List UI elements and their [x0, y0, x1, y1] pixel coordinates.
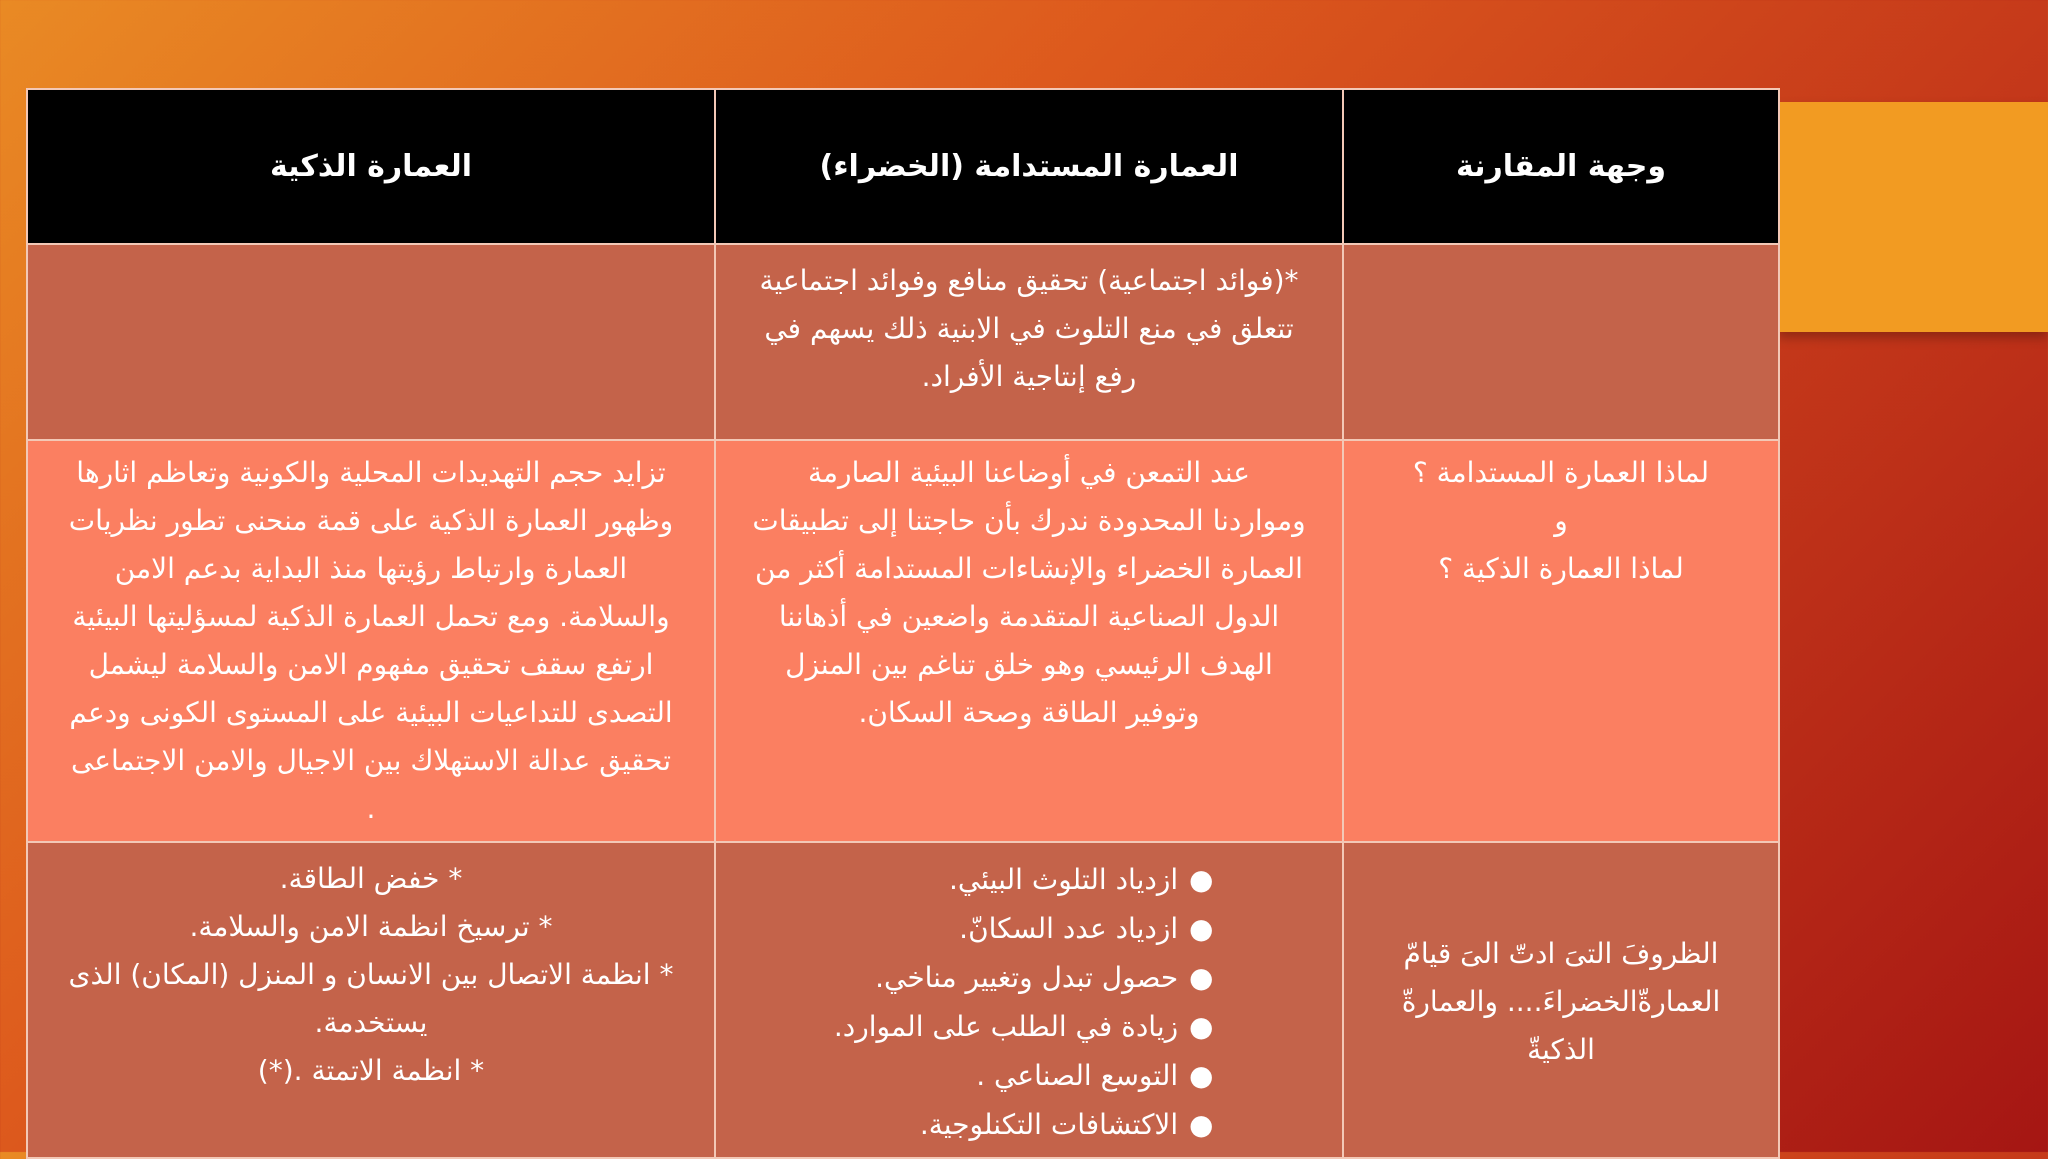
list-item-text: زيادة في الطلب على الموارد. — [833, 1010, 1179, 1043]
text-line: التصدى للتداعيات البيئية على المستوى الكونى ودعم — [69, 696, 673, 729]
text-line: العمارة وارتباط رؤيتها منذ البداية بدعم الامن — [114, 552, 628, 585]
text-line: الذكيةّ — [1527, 1033, 1595, 1066]
text-line: تحقيق عدالة الاستهلاك بين الاجيال والامن الاجتماعى — [70, 744, 672, 777]
list-item-text: التوسع الصناعي . — [976, 1059, 1179, 1092]
accent-tab — [1778, 102, 2048, 332]
list-item — [834, 1051, 1224, 1100]
list-item-text: ازدياد عدد السكانّ. — [959, 912, 1179, 945]
text-line: * خفض الطاقة. — [279, 862, 463, 895]
comparison-table — [26, 88, 1780, 1159]
bullet-icon: ● — [1188, 863, 1214, 896]
text-line: يستخدمة. — [314, 1006, 428, 1039]
causes-list — [834, 855, 1224, 1149]
cell-row3-aspect — [1343, 842, 1779, 1158]
text-line: وتوفير الطاقة وصحة السكان. — [858, 696, 1200, 729]
cell-row2-green — [715, 440, 1343, 842]
bullet-icon: ● — [1188, 1059, 1214, 1092]
text-line: . — [366, 792, 376, 825]
list-item-text: حصول تبدل وتغيير مناخي. — [875, 961, 1179, 994]
cell-row3-smart — [27, 842, 715, 1158]
header-aspect: وجهة المقارنة — [1343, 89, 1779, 244]
bullet-icon: ● — [1188, 1108, 1214, 1141]
bullet-icon: ● — [1188, 912, 1214, 945]
text-line: العمارة الخضراء والإنشاءات المستدامة أكثر من — [755, 552, 1303, 585]
table-row — [27, 244, 1779, 440]
text-line: العمارةّالخضراءَ.... والعمارةّ — [1401, 985, 1721, 1018]
text-line: تزايد حجم التهديدات المحلية والكونية وتعاظم اثارها — [76, 456, 666, 489]
text-line: الهدف الرئيسي وهو خلق تناغم بين المنزل — [785, 648, 1273, 681]
table-row — [27, 842, 1779, 1158]
text-line: رفع إنتاجية الأفراد. — [921, 360, 1137, 393]
cell-row1-smart — [27, 244, 715, 440]
bullet-icon: ● — [1188, 1010, 1214, 1043]
list-item — [834, 1002, 1224, 1051]
list-item — [834, 953, 1224, 1002]
header-smart-architecture: العمارة الذكية — [27, 89, 715, 244]
list-item — [834, 855, 1224, 904]
text-line: الظروفَ التىَ ادتّ الىَ قيامّ — [1403, 937, 1719, 970]
bullet-icon: ● — [1188, 961, 1214, 994]
text-line: والسلامة. ومع تحمل العمارة الذكية لمسؤليتها البيئية — [72, 600, 670, 633]
list-item-text: الاكتشافات التكنلوجية. — [919, 1108, 1179, 1141]
text-line: * انظمة الاتصال بين الانسان و المنزل (المكان) الذى — [68, 958, 674, 991]
text-line: لماذا العمارة الذكية ؟ — [1438, 552, 1684, 585]
text-line: و — [1554, 504, 1568, 537]
header-green-architecture: العمارة المستدامة (الخضراء) — [715, 89, 1343, 244]
table-row — [27, 440, 1779, 842]
table-header-row — [27, 89, 1779, 244]
cell-row2-aspect — [1343, 440, 1779, 842]
list-item — [834, 904, 1224, 953]
text-line: ومواردنا المحدودة ندرك بأن حاجتنا إلى تطبيقات — [752, 504, 1306, 537]
cell-row2-smart — [27, 440, 715, 842]
text-line: * انظمة الاتمتة .(*) — [257, 1054, 485, 1087]
text-line: الدول الصناعية المتقدمة واضعين في أذهاننا — [778, 600, 1280, 633]
text-line: ارتفع سقف تحقيق مفهوم الامن والسلامة ليشمل — [88, 648, 654, 681]
cell-row3-green — [715, 842, 1343, 1158]
cell-row1-aspect — [1343, 244, 1779, 440]
text-line: * ترسيخ انظمة الامن والسلامة. — [189, 910, 553, 943]
list-item — [834, 1100, 1224, 1149]
text-line: *(فوائد اجتماعية) تحقيق منافع وفوائد اجتماعية — [759, 264, 1299, 297]
text-line: لماذا العمارة المستدامة ؟ — [1412, 456, 1710, 489]
cell-row1-green — [715, 244, 1343, 440]
text-line: وظهور العمارة الذكية على قمة منحنى تطور نظريات — [68, 504, 674, 537]
text-line: تتعلق في منع التلوث في الابنية ذلك يسهم في — [764, 312, 1294, 345]
text-line: عند التمعن في أوضاعنا البيئية الصارمة — [808, 456, 1250, 489]
list-item-text: ازدياد التلوث البيئي. — [949, 863, 1179, 896]
